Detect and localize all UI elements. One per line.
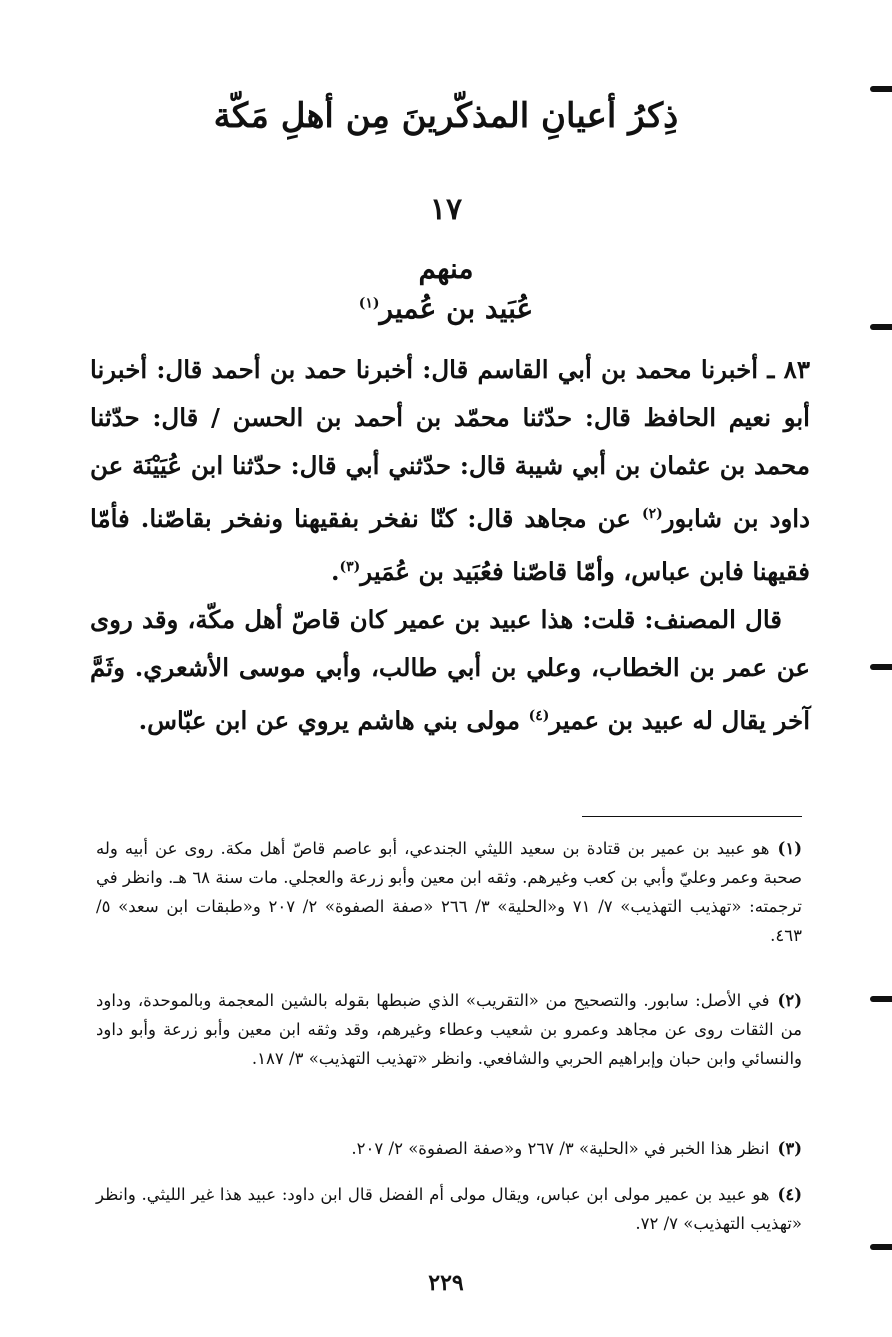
footnote-ref-4: (٤) (528, 708, 550, 724)
footnote-4-mark: (٤) (777, 1185, 802, 1204)
paragraph-2-text: قال المصنف: قلت: هذا عبيد بن عمير كان قاصّ أهل مكّة، وقد روى عن عمر بن الخطاب، وعلي بن أبي طالب، وأبي موسى الأشعري. وثَمَّ آخر يقال له عبيد بن عمير (90, 605, 810, 736)
footnote-1-mark: (١) (777, 839, 802, 858)
footnote-4-text: هو عبيد بن عمير مولى ابن عباس، ويقال مولى أم الفضل قال ابن داود: عبيد هذا غير الليثي. وانظر «تهذيب التهذيب» ٧/ ٧٢. (96, 1185, 802, 1233)
footnote-ref-2: (٢) (641, 506, 663, 522)
paragraph-1-mid: عن مجاهد قال: كنّا نفخر بفقيهنا ونفخر بقاصّنا. فأمّا فقيهنا فابن عباس، وأمّا قاصّنا فعُبَيد بن عُمَير (90, 504, 810, 587)
page-edge-mark (870, 996, 892, 1002)
section-label: منهم (418, 252, 474, 285)
footnote-divider (582, 816, 802, 817)
paragraph-1-end: . (330, 557, 340, 587)
page-heading: ذِكرُ أعيانِ المذكّرينَ مِن أهلِ مَكّة (213, 96, 679, 136)
page-edge-mark (870, 1244, 892, 1250)
footnote-2-text: في الأصل: سابور. والتصحيح من «التقريب» الذي ضبطها بقوله بالشين المعجمة وبالموحدة، وداود من الثقات روى عن مجاهد وعمرو بن شعيب وعطاء وغيرهم، وقد وثقه ابن معين وأبو زرعة وأبو داود والنسائي وابن حبان وإبراهيم الحربي والشافعي. وانظر «تهذيب التهذيب» ٣/ ١٨٧. (96, 991, 802, 1068)
page-edge-mark (870, 324, 892, 330)
body-paragraph-1 (90, 346, 810, 596)
footnote-2 (96, 986, 802, 1073)
page-number: ٢٢٩ (428, 1270, 464, 1296)
paragraph-2-end: مولى بني هاشم يروي عن ابن عبّاس. (138, 706, 529, 736)
chapter-number: ١٧ (429, 192, 463, 227)
footnote-3-text: انظر هذا الخبر في «الحلية» ٣/ ٢٦٧ و«صفة الصفوة» ٢/ ٢٠٧. (351, 1139, 770, 1158)
page-edge-mark (870, 86, 892, 92)
footnote-ref-3: (٣) (339, 559, 361, 576)
page-edge-mark (870, 664, 892, 670)
subject-name (0, 292, 892, 325)
footnote-1-text: هو عبيد بن عمير بن قتادة بن سعيد الليثي الجندعي، أبو عاصم قاصّ أهل مكة. روى عن أبيه وله صحبة وعمر وعليّ وأبي بن كعب وغيرهم. وثقه ابن معين وأبو زرعة والعجلي. مات سنة ٦٨ هـ. وانظر في ترجمته: «تهذيب التهذيب» ٧/ ٧١ و«الحلية» ٣/ ٢٦٦ «صفة الصفوة» ٢/ ٢٠٧ و«طبقات ابن سعد» ٥/ ٤٦٣. (96, 839, 802, 945)
footnote-ref-1: (١) (358, 295, 380, 312)
body-paragraph-2 (90, 596, 810, 745)
footnote-4 (96, 1180, 802, 1238)
footnote-3-mark: (٣) (777, 1139, 802, 1158)
footnote-1 (96, 834, 802, 950)
footnote-3 (96, 1134, 802, 1163)
subject-name-text: عُبَيد بن عُمير (379, 292, 534, 325)
paragraph-1-text: ٨٣ ـ أخبرنا محمد بن أبي القاسم قال: أخبرنا حمد بن أحمد قال: أخبرنا أبو نعيم الحافظ قال: حدّثنا محمّد بن أحمد بن الحسن / قال: حدّثنا محمد بن عثمان بن أبي شيبة قال: حدّثني أبي قال: حدّثنا ابن عُيَيْنَة عن داود بن شابور (90, 355, 810, 534)
footnote-2-mark: (٢) (777, 991, 802, 1010)
